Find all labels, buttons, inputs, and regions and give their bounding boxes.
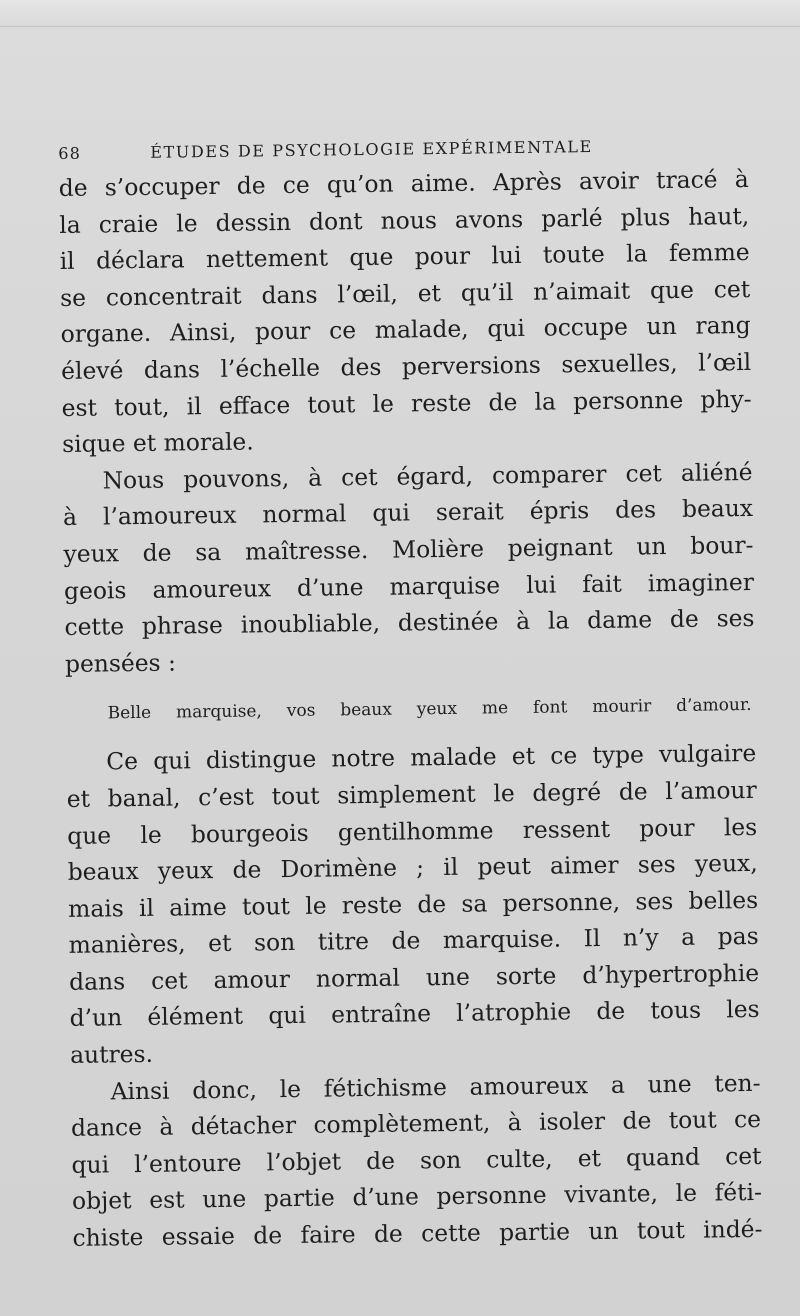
text-line: dans cet amour normal une sorte d’hypertrophie	[68, 958, 760, 996]
text-line: Nous pouvons, à cet égard, comparer cet aliéné	[102, 457, 753, 495]
text-line: beaux yeux de Dorimène ; il peut aimer ses yeux,	[67, 848, 758, 887]
text-line: la craie le dessin dont nous avons parlé plus haut,	[59, 201, 750, 239]
paragraph-2	[62, 454, 755, 683]
running-title: ÉTUDES DE PSYCHOLOGIE EXPÉRIMENTALE	[150, 137, 593, 162]
text-line: d’un élément qui entraîne l’atrophie de tous les	[69, 995, 760, 1033]
verse-quote: Belle marquise, vos beaux yeux me font mourir d’amour.	[107, 695, 752, 724]
text-line: et banal, c’est tout simplement le degré de l’amour	[66, 775, 757, 813]
text-line: pensées :	[64, 648, 177, 678]
text-line: Ainsi donc, le fétichisme amoureux a une ten-	[110, 1068, 761, 1106]
paragraph-4	[70, 1065, 762, 1257]
page-number: 68	[58, 143, 82, 163]
text-line: il déclara nettement que pour lui toute la femme	[59, 238, 750, 276]
page-top-edge	[0, 0, 800, 27]
text-line: se concentrait dans l’œil, et qu’il n’aimait que cet	[60, 274, 751, 312]
text-line: geois amoureux d’une marquise lui fait imaginer	[63, 567, 755, 605]
text-line: mais il aime tout le reste de sa personne, ses belles	[68, 885, 759, 923]
page-text-block	[58, 121, 763, 1257]
text-line: yeux de sa maîtresse. Molière peignant un bour-	[63, 530, 754, 568]
text-line: Ce qui distingue notre malade et ce type vulgaire	[106, 739, 757, 776]
paragraph-1	[59, 161, 753, 463]
text-line: sique et morale.	[61, 427, 254, 459]
text-line: manières, et son titre de marquise. Il n’y a pas	[68, 922, 759, 960]
text-line: est tout, il efface tout le reste de la personne phy-	[61, 384, 752, 422]
text-line: que le bourgeois gentilhomme ressent pour les	[67, 812, 758, 850]
text-line: élevé dans l’échelle des perversions sexuelles, l’œil	[60, 347, 752, 385]
text-line: cette phrase inoubliable, destinée à la dame de ses	[64, 604, 755, 642]
text-line: autres.	[69, 1039, 154, 1069]
text-line: à l’amoureux normal qui serait épris des beaux	[62, 494, 754, 532]
paragraph-3	[66, 735, 760, 1073]
text-line: organe. Ainsi, pour ce malade, qui occupe un rang	[60, 311, 751, 349]
text-line: objet est une partie d’une personne vivante, le féti-	[71, 1178, 763, 1216]
text-line: chiste essaie de faire de cette partie un tout indé-	[72, 1214, 763, 1252]
text-line: qui l’entoure l’objet de son culte, et quand cet	[71, 1141, 762, 1179]
text-line: de s’occuper de ce qu’on aime. Après avoir tracé à	[58, 164, 749, 202]
text-line: dance à détacher complètement, à isoler de tout ce	[70, 1105, 762, 1143]
